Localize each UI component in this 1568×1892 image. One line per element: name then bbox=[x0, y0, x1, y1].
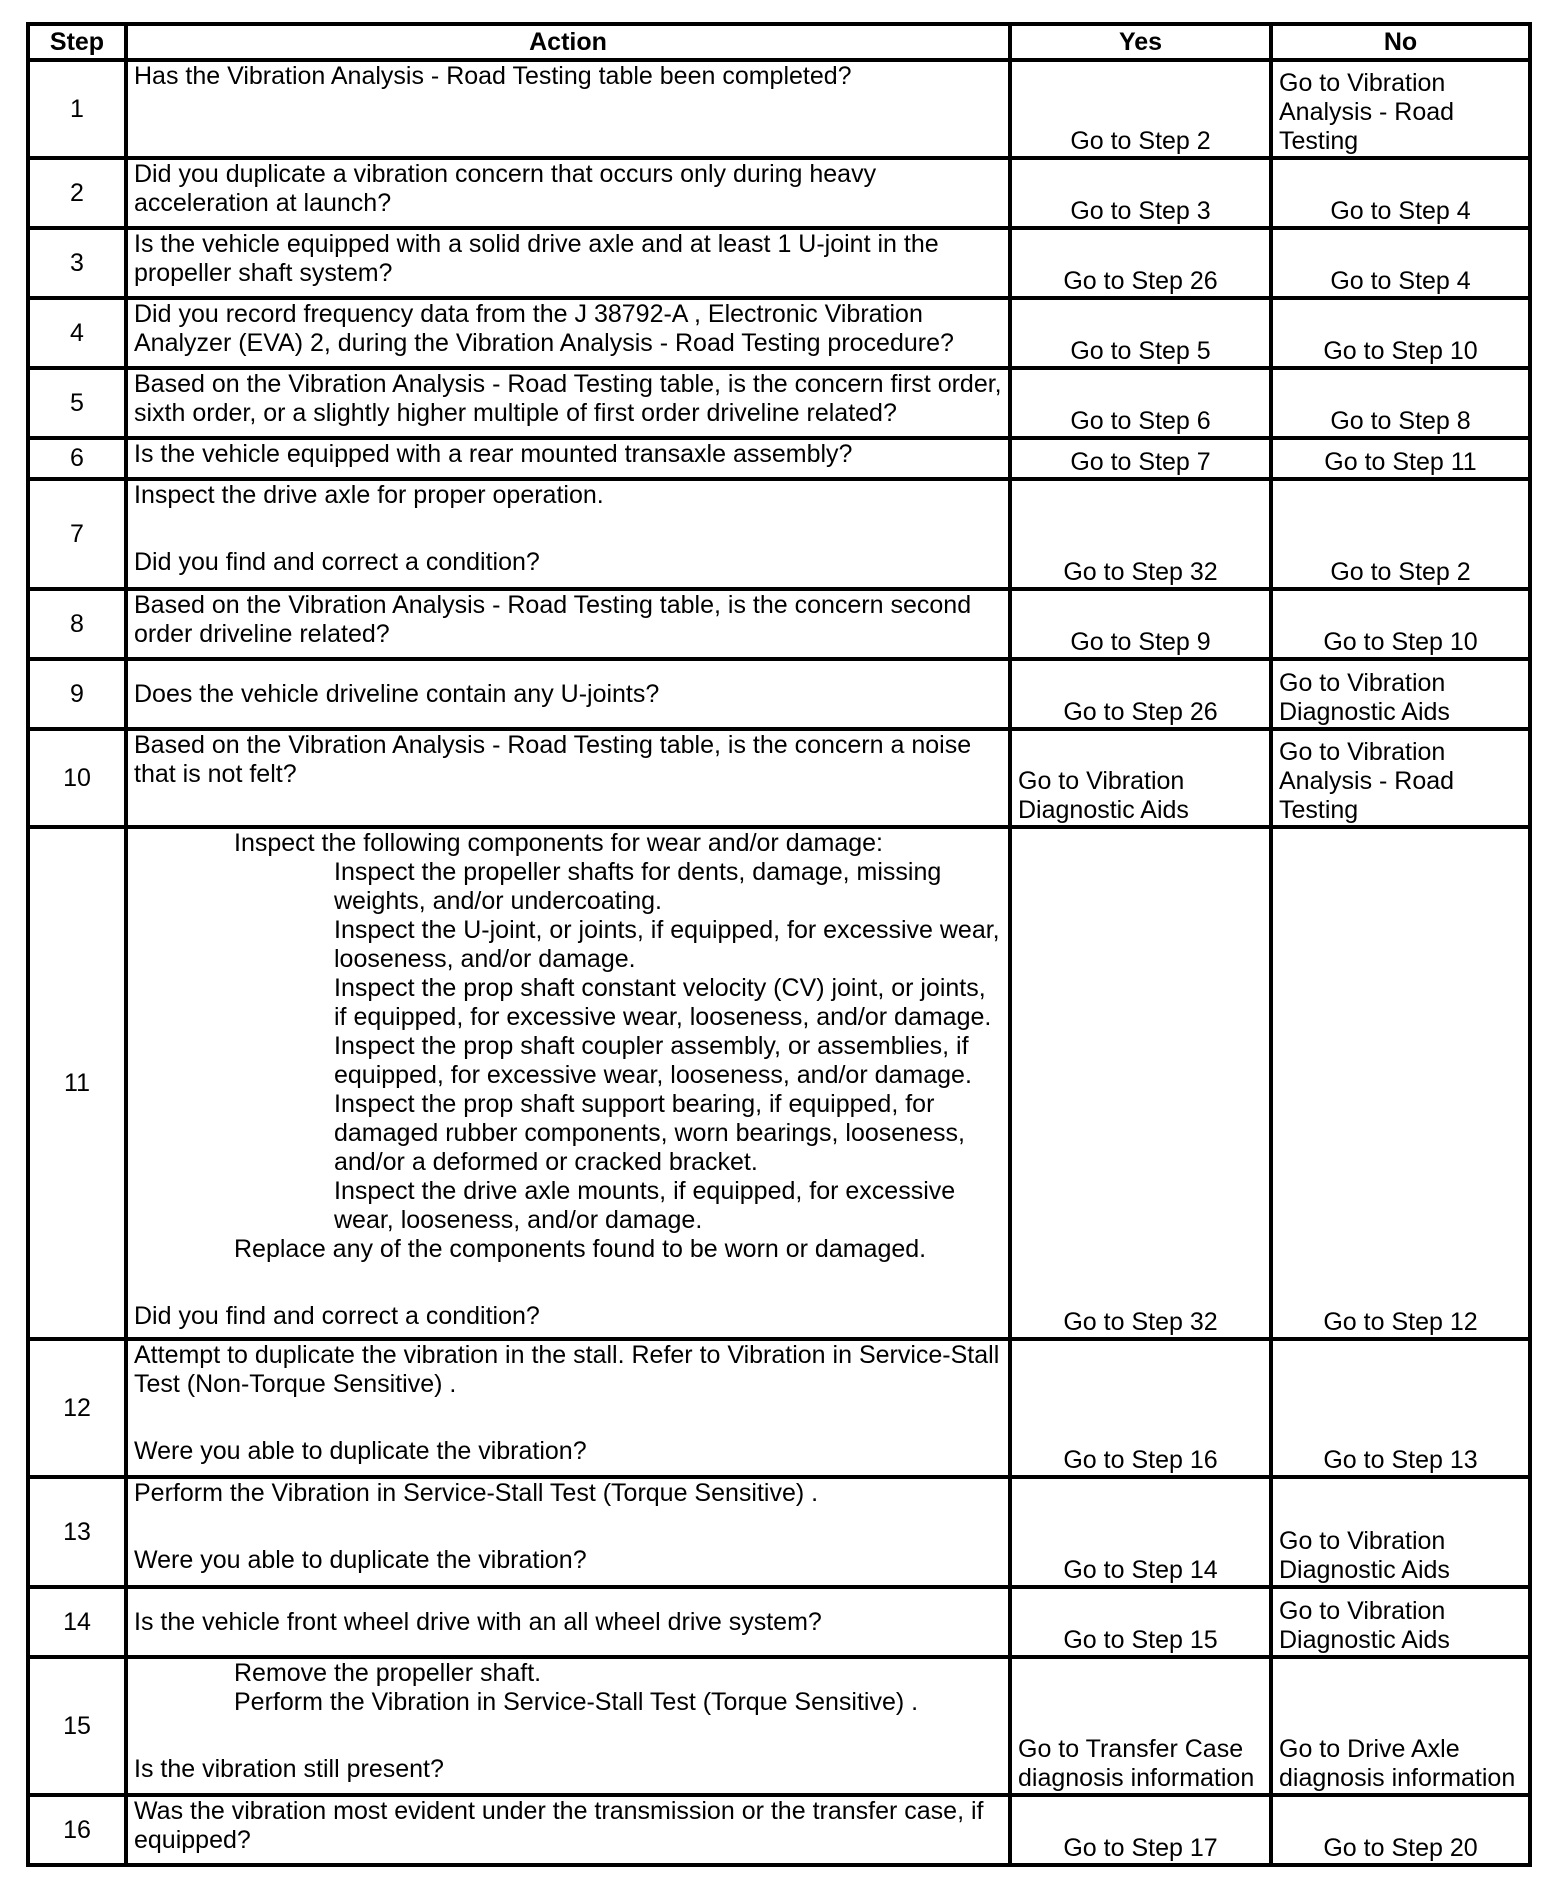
yes-result: Go to Step 5 bbox=[1010, 298, 1271, 368]
no-result: Go to Step 10 bbox=[1271, 298, 1530, 368]
action-intro: Inspect the following components for wear and/or damage: bbox=[234, 829, 883, 857]
table-row-step-3 bbox=[28, 228, 1530, 298]
action-text bbox=[126, 1477, 1010, 1587]
no-result: Go to Step 20 bbox=[1271, 1795, 1530, 1865]
header-step: Step bbox=[28, 24, 126, 60]
yes-result: Go to Vibration Diagnostic Aids bbox=[1010, 729, 1271, 827]
no-result: Go to Step 4 bbox=[1271, 228, 1530, 298]
no-result: Go to Step 12 bbox=[1271, 827, 1530, 1339]
no-result: Go to Vibration Analysis - Road Testing bbox=[1271, 729, 1530, 827]
yes-result: Go to Step 2 bbox=[1010, 60, 1271, 158]
step-number: 5 bbox=[28, 368, 126, 438]
step-number: 10 bbox=[28, 729, 126, 827]
table-row-step-16 bbox=[28, 1795, 1530, 1865]
action-text: Does the vehicle driveline contain any U-joints? bbox=[126, 659, 1010, 729]
action-outro: Replace any of the components found to be worn or damaged. bbox=[234, 1235, 927, 1263]
no-result: Go to Step 10 bbox=[1271, 589, 1530, 659]
action-text: Did you record frequency data from the J 38792-A , Electronic Vibration Analyzer (EVA) 2, during the Vibration Analysis - Road Testing procedure? bbox=[126, 298, 1010, 368]
procedure-item: Remove the propeller shaft. bbox=[234, 1659, 542, 1687]
yes-result: Go to Step 6 bbox=[1010, 368, 1271, 438]
table-row-step-14 bbox=[28, 1587, 1530, 1657]
no-result: Go to Vibration Analysis - Road Testing bbox=[1271, 60, 1530, 158]
step-number: 15 bbox=[28, 1657, 126, 1795]
action-question: Were you able to duplicate the vibration? bbox=[134, 1437, 587, 1465]
table-row-step-5 bbox=[28, 368, 1530, 438]
no-result: Go to Drive Axle diagnosis information bbox=[1271, 1657, 1530, 1795]
yes-result: Go to Step 3 bbox=[1010, 158, 1271, 228]
action-text: Is the vehicle equipped with a rear mounted transaxle assembly? bbox=[126, 438, 1010, 479]
yes-result: Go to Step 17 bbox=[1010, 1795, 1271, 1865]
yes-result: Go to Step 14 bbox=[1010, 1477, 1271, 1587]
step-number: 13 bbox=[28, 1477, 126, 1587]
action-text bbox=[126, 1339, 1010, 1477]
yes-result: Go to Step 26 bbox=[1010, 228, 1271, 298]
yes-result: Go to Transfer Case diagnosis information bbox=[1010, 1657, 1271, 1795]
no-result: Go to Step 4 bbox=[1271, 158, 1530, 228]
inspection-item: Inspect the prop shaft support bearing, if equipped, for damaged rubber components, worn bearings, looseness, and/or a deformed or cracked bracket. bbox=[334, 1090, 965, 1176]
action-text: Based on the Vibration Analysis - Road Testing table, is the concern first order, sixth order, or a slightly higher multiple of first order driveline related? bbox=[126, 368, 1010, 438]
action-text bbox=[126, 1657, 1010, 1795]
step-number: 14 bbox=[28, 1587, 126, 1657]
no-result: Go to Vibration Diagnostic Aids bbox=[1271, 1477, 1530, 1587]
no-result: Go to Vibration Diagnostic Aids bbox=[1271, 1587, 1530, 1657]
table-row-step-7 bbox=[28, 479, 1530, 589]
action-text: Based on the Vibration Analysis - Road Testing table, is the concern a noise that is not felt? bbox=[126, 729, 1010, 827]
action-text bbox=[126, 827, 1010, 1339]
table-row-step-1 bbox=[28, 60, 1530, 158]
action-intro: Perform the Vibration in Service-Stall Test (Torque Sensitive) . bbox=[134, 1479, 819, 1507]
action-text: Has the Vibration Analysis - Road Testing table been completed? bbox=[126, 60, 1010, 158]
action-question: Did you find and correct a condition? bbox=[134, 548, 540, 576]
diagnostic-table bbox=[26, 22, 1532, 1867]
no-result: Go to Step 8 bbox=[1271, 368, 1530, 438]
step-number: 9 bbox=[28, 659, 126, 729]
step-number: 3 bbox=[28, 228, 126, 298]
table-row-step-13 bbox=[28, 1477, 1530, 1587]
action-text: Did you duplicate a vibration concern that occurs only during heavy acceleration at launch? bbox=[126, 158, 1010, 228]
action-intro: Attempt to duplicate the vibration in the stall. Refer to Vibration in Service-Stall Test (Non-Torque Sensitive) . bbox=[134, 1341, 1000, 1398]
step-number: 4 bbox=[28, 298, 126, 368]
inspection-item: Inspect the prop shaft constant velocity (CV) joint, or joints, if equipped, for excessive wear, looseness, and/or damage. bbox=[334, 974, 992, 1031]
step-number: 12 bbox=[28, 1339, 126, 1477]
yes-result: Go to Step 26 bbox=[1010, 659, 1271, 729]
step-number: 8 bbox=[28, 589, 126, 659]
step-number: 6 bbox=[28, 438, 126, 479]
no-result: Go to Step 2 bbox=[1271, 479, 1530, 589]
action-text: Was the vibration most evident under the transmission or the transfer case, if equipped? bbox=[126, 1795, 1010, 1865]
step-number: 11 bbox=[28, 827, 126, 1339]
action-text bbox=[126, 479, 1010, 589]
table-row-step-6 bbox=[28, 438, 1530, 479]
header-action: Action bbox=[126, 24, 1010, 60]
header-no: No bbox=[1271, 24, 1530, 60]
yes-result: Go to Step 32 bbox=[1010, 479, 1271, 589]
action-intro: Inspect the drive axle for proper operation. bbox=[134, 481, 604, 509]
procedure-item: Perform the Vibration in Service-Stall Test (Torque Sensitive) . bbox=[234, 1688, 919, 1716]
step-number: 1 bbox=[28, 60, 126, 158]
action-question: Did you find and correct a condition? bbox=[134, 1302, 540, 1330]
inspection-item: Inspect the prop shaft coupler assembly, or assemblies, if equipped, for excessive wear, looseness, and/or damage. bbox=[334, 1032, 972, 1089]
yes-result: Go to Step 15 bbox=[1010, 1587, 1271, 1657]
no-result: Go to Vibration Diagnostic Aids bbox=[1271, 659, 1530, 729]
table-row-step-4 bbox=[28, 298, 1530, 368]
inspection-item: Inspect the propeller shafts for dents, damage, missing weights, and/or undercoating. bbox=[334, 858, 942, 915]
step-number: 2 bbox=[28, 158, 126, 228]
table-row-step-9 bbox=[28, 659, 1530, 729]
action-text: Is the vehicle front wheel drive with an all wheel drive system? bbox=[126, 1587, 1010, 1657]
step-number: 7 bbox=[28, 479, 126, 589]
step-number: 16 bbox=[28, 1795, 126, 1865]
yes-result: Go to Step 7 bbox=[1010, 438, 1271, 479]
no-result: Go to Step 11 bbox=[1271, 438, 1530, 479]
header-yes: Yes bbox=[1010, 24, 1271, 60]
yes-result: Go to Step 16 bbox=[1010, 1339, 1271, 1477]
action-text: Is the vehicle equipped with a solid drive axle and at least 1 U-joint in the propeller shaft system? bbox=[126, 228, 1010, 298]
no-result: Go to Step 13 bbox=[1271, 1339, 1530, 1477]
header-row bbox=[28, 24, 1530, 60]
yes-result: Go to Step 32 bbox=[1010, 827, 1271, 1339]
table-row-step-8 bbox=[28, 589, 1530, 659]
action-question: Were you able to duplicate the vibration? bbox=[134, 1546, 587, 1574]
table-row-step-10 bbox=[28, 729, 1530, 827]
action-question: Is the vibration still present? bbox=[134, 1755, 444, 1783]
table-row-step-12 bbox=[28, 1339, 1530, 1477]
inspection-item: Inspect the U-joint, or joints, if equipped, for excessive wear, looseness, and/or damage. bbox=[334, 916, 1000, 973]
yes-result: Go to Step 9 bbox=[1010, 589, 1271, 659]
inspection-item: Inspect the drive axle mounts, if equipped, for excessive wear, looseness, and/or damage. bbox=[334, 1177, 956, 1234]
action-text: Based on the Vibration Analysis - Road Testing table, is the concern second order driveline related? bbox=[126, 589, 1010, 659]
table-row-step-2 bbox=[28, 158, 1530, 228]
table-row-step-15 bbox=[28, 1657, 1530, 1795]
table-row-step-11 bbox=[28, 827, 1530, 1339]
